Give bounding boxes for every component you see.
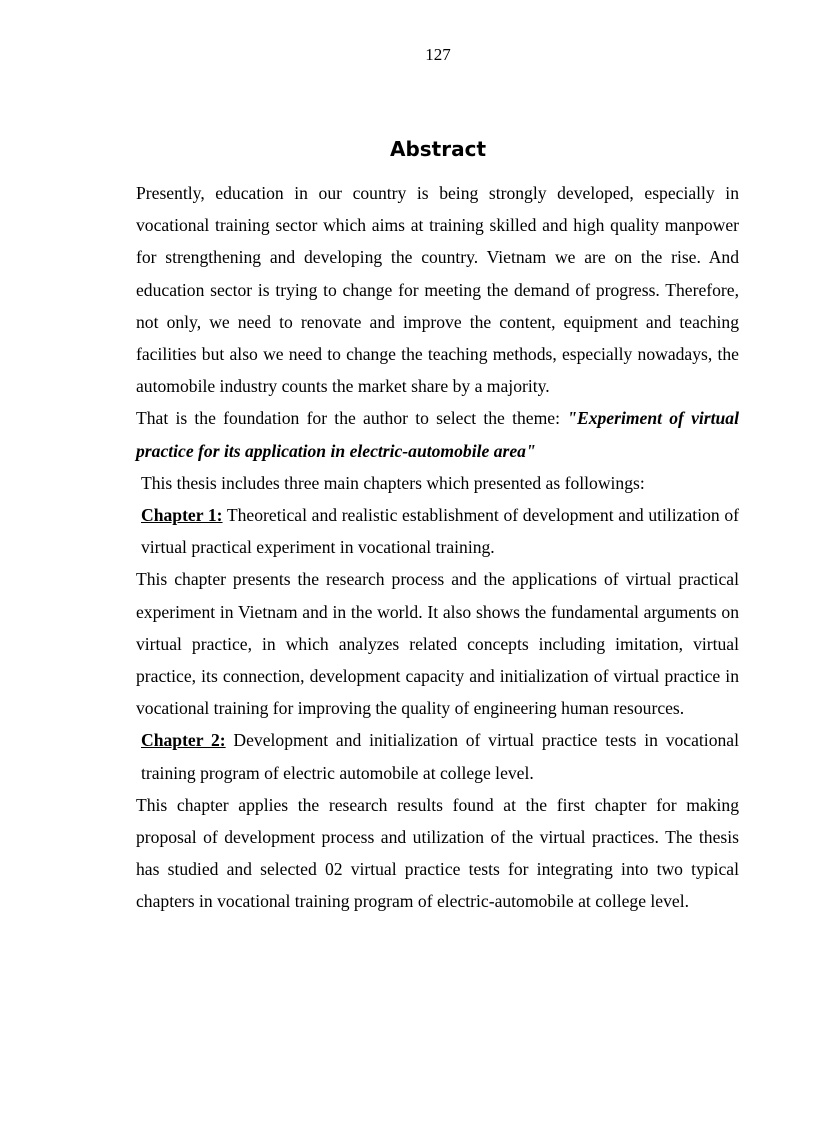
chapters-intro-paragraph: This thesis includes three main chapters which presented as followings: (141, 472, 645, 493)
chapter-2-title: Development and initialization of virtual practice tests in vocational training program of electric automobile at college level. (141, 730, 739, 783)
chapter-1-title: Theoretical and realistic establishment of development and utilization of virtual practical experiment in vocational training. (141, 505, 739, 558)
chapter-2-heading (136, 724, 739, 788)
chapter-2-description: This chapter applies the research results found at the first chapter for making proposal of development process and utilization of the virtual practices. The thesis has studied and selected 02 virtual practice tests for integrating into two typical chapters in vocational training program of electric-automobile at college level. (136, 794, 739, 912)
page-title: Abstract (389, 137, 487, 161)
chapter-1-heading (136, 499, 739, 563)
chapter-1-description: This chapter presents the research process and the applications of virtual practical experiment in Vietnam and in the world. It also shows the fundamental arguments on virtual practice, in which analyzes related concepts including imitation, virtual practice, its connection, development capacity and initialization of virtual practice in vocational training for improving the quality of engineering human resources. (136, 569, 739, 719)
abstract-body (136, 177, 739, 918)
chapter-2-label: Chapter 2: (141, 730, 226, 751)
chapter-1-label: Chapter 1: (141, 505, 223, 526)
thesis-theme-title: "Experiment of virtual practice for its application in electric-automobile area" (136, 408, 739, 461)
page-number: 127 (425, 45, 451, 64)
theme-lead-text: That is the foundation for the author to select the theme: (136, 408, 568, 429)
intro-paragraph: Presently, education in our country is being strongly developed, especially in vocational training sector which aims at training skilled and high quality manpower for strengthening and developing the country. Vietnam we are on the rise. And education sector is trying to change for meeting the demand of progress. Therefore, not only, we need to renovate and improve the content, equipment and teaching facilities but also we need to change the teaching methods, especially nowadays, the automobile industry counts the market share by a majority. (136, 183, 739, 397)
theme-paragraph (136, 402, 739, 466)
